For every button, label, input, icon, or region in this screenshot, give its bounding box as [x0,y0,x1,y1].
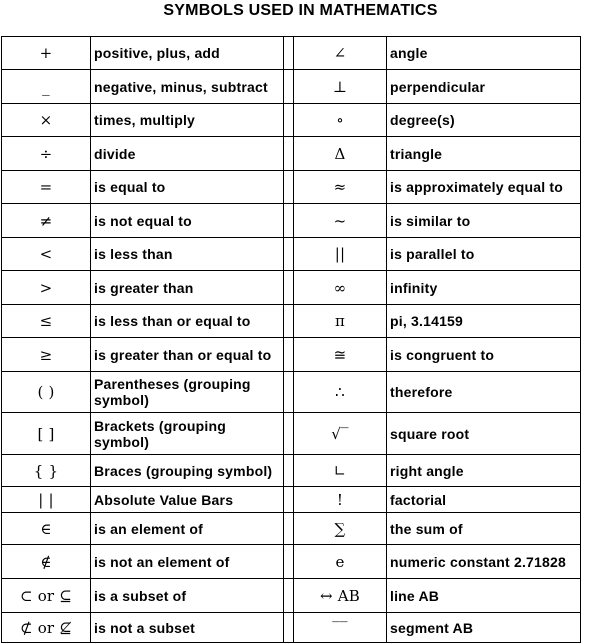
separator-cell [284,271,294,305]
right-description: pi, 3.14159 [387,305,581,338]
left-description: is not an element of [91,545,284,579]
left-symbol: × [2,104,91,137]
left-symbol: ≤ [2,305,91,338]
table-row [2,513,581,545]
right-symbol: ↔ AB [294,579,387,613]
table-row [2,171,581,204]
table-row [2,579,581,613]
table-row [2,545,581,579]
table-row [2,70,581,104]
table-row [2,455,581,487]
right-symbol: √‾ [294,413,387,455]
right-symbol: ∞ [294,271,387,305]
left-description: is equal to [91,171,284,204]
table-row [2,271,581,305]
right-symbol: ≈ [294,171,387,204]
right-symbol: || [294,238,387,271]
right-description: triangle [387,137,581,171]
left-description: divide [91,137,284,171]
left-symbol: [ ] [2,413,91,455]
left-description: is not equal to [91,204,284,238]
left-description: is a subset of [91,579,284,613]
right-symbol: ∴ [294,372,387,413]
left-description: is greater than [91,271,284,305]
left-symbol: = [2,171,91,204]
table-row [2,238,581,271]
table-row [2,487,581,513]
left-symbol: ≠ [2,204,91,238]
table-row [2,372,581,413]
left-description: Absolute Value Bars [91,487,284,513]
left-symbol: > [2,271,91,305]
left-symbol: + [2,37,91,70]
right-symbol: ≅ [294,338,387,372]
left-symbol: ∉ [2,545,91,579]
separator-cell [284,513,294,545]
right-description: is parallel to [387,238,581,271]
left-description: is an element of [91,513,284,545]
right-symbol: ∠ [294,37,387,70]
right-description: square root [387,413,581,455]
separator-cell [284,305,294,338]
separator-cell [284,455,294,487]
right-symbol: ⊥ [294,70,387,104]
separator-cell [284,238,294,271]
page-title: SYMBOLS USED IN MATHEMATICS [163,2,438,19]
left-description: is not a subset [91,613,284,643]
left-symbol: ⊂ or ⊆ [2,579,91,613]
right-description: degree(s) [387,104,581,137]
left-description: Brackets (grouping symbol) [91,413,284,455]
left-symbol: ( ) [2,372,91,413]
table-row [2,305,581,338]
right-symbol: ‾‾ [294,613,387,643]
right-symbol: e [294,545,387,579]
separator-cell [284,613,294,643]
right-description: factorial [387,487,581,513]
right-symbol: π [294,305,387,338]
separator-cell [284,545,294,579]
separator-cell [284,171,294,204]
left-symbol: | | [2,487,91,513]
right-symbol: ! [294,487,387,513]
left-description: times, multiply [91,104,284,137]
left-symbol: ÷ [2,137,91,171]
right-description: the sum of [387,513,581,545]
separator-cell [284,204,294,238]
table-row [2,204,581,238]
separator-cell [284,372,294,413]
separator-cell [284,70,294,104]
right-description: right angle [387,455,581,487]
table-row [2,137,581,171]
left-symbol: ≥ [2,338,91,372]
right-symbol: Δ [294,137,387,171]
left-symbol: _ [2,70,91,104]
right-description: line AB [387,579,581,613]
right-description: infinity [387,271,581,305]
right-symbol: ∟ [294,455,387,487]
right-symbol: ~ [294,204,387,238]
table-row [2,104,581,137]
separator-cell [284,104,294,137]
right-description: therefore [387,372,581,413]
table-row [2,338,581,372]
separator-cell [284,413,294,455]
right-description: is approximately equal to [387,171,581,204]
right-description: perpendicular [387,70,581,104]
separator-cell [284,579,294,613]
left-symbol: ⊄ or ⊈ [2,613,91,643]
left-description: is less than or equal to [91,305,284,338]
left-description: is greater than or equal to [91,338,284,372]
separator-cell [284,137,294,171]
left-description: negative, minus, subtract [91,70,284,104]
right-description: is similar to [387,204,581,238]
right-description: segment AB [387,613,581,643]
right-description: is congruent to [387,338,581,372]
separator-cell [284,37,294,70]
table-row [2,413,581,455]
separator-cell [284,338,294,372]
right-symbol: ∑ [294,513,387,545]
left-symbol: ∈ [2,513,91,545]
left-description: Braces (grouping symbol) [91,455,284,487]
left-description: positive, plus, add [91,37,284,70]
symbols-table [1,36,581,643]
left-description: Parentheses (grouping symbol) [91,372,284,413]
right-symbol: ∘ [294,104,387,137]
table-row [2,613,581,643]
left-symbol: { } [2,455,91,487]
separator-cell [284,487,294,513]
right-description: numeric constant 2.71828 [387,545,581,579]
left-symbol: < [2,238,91,271]
left-description: is less than [91,238,284,271]
table-row [2,37,581,70]
right-description: angle [387,37,581,70]
